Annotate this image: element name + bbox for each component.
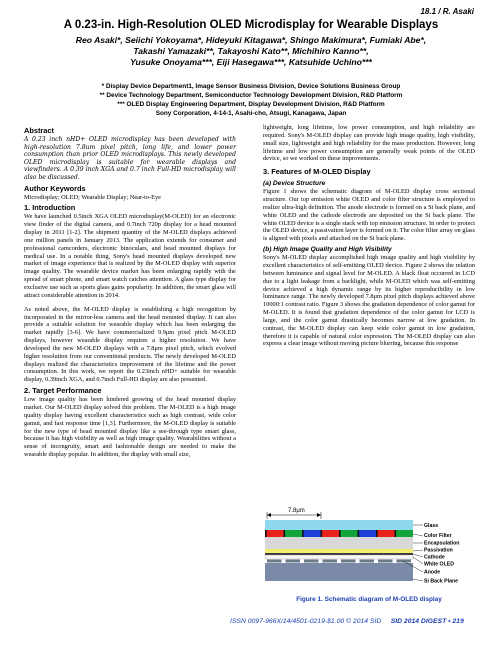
anode-electrode (267, 560, 282, 563)
section-3a-paragraph: Figure 1 shows the schematic diagram of M-OLED display cross sectional structure. Our top emission white OLED and color filter structure is employed to realize ultra-high definition. The anode electrode is formed on a Si back plane, and white OLED and the cathode electrode are deposited on the Si back plane. The white OLED device is a single stack with top emission structure. In order to protect the OLED device, a passivation layer is formed on it. The color filter array on glass is aligned with pixels and attached on the Si back plane. (263, 188, 475, 243)
color-filter-layer (265, 530, 413, 537)
left-column (24, 124, 236, 459)
pitch-label: 7.8μm (288, 508, 305, 514)
section-1-heading: 1. Introduction (24, 203, 76, 213)
section-2-heading: 2. Target Performance (24, 386, 102, 396)
anode-electrode (341, 560, 356, 563)
section-1-paragraph-2: As noted above, the M-OLED display is establishing a high recognition by incorporated in the mirror-less camera and the head mounted display. It can also provide a suitable solution for wearable display which has been enlarging the market rapidly [3-6]. We have commercialized 9.9μm pixel pitch M-OLED displays, however wearable display requires a higher resolution. We have developed the new M-OLED displays with a 7.8μm pixel pitch, which evolved higher resolution from our conventional products. The newly developed M-OLED displays realized the characteristics improvement of the lifetime and the power consumption. In this work, we report the 0.23inch nHD+ suitable for wearable display, 0.39inch XGA, and 0.7inch Full-HD display are also presented. (24, 305, 236, 384)
author-line-2: Takashi Yamazaki**, Takayoshi Kato**, Michihiro Kanno**, (133, 46, 369, 56)
label-passivation: Passivation (424, 547, 453, 554)
affiliation-2: ** Device Technology Department, Semiconductor Technology Development Division, R&D Platform (99, 92, 403, 99)
label-glass: Glass (424, 523, 439, 529)
author-list (0, 35, 502, 68)
keywords-heading: Author Keywords (24, 183, 86, 193)
encapsulation-layer (265, 537, 413, 549)
anode-electrode (397, 560, 412, 563)
white-oled-layer (265, 555, 413, 559)
author-line-1: Reo Asaki*, Seiichi Yokoyama*, Hideyuki Kitagawa*, Shingo Makimura*, Fumiaki Abe*, (75, 35, 427, 45)
section-1-paragraph-1: We have launched 0.5inch XGA OLED microdisplay(M-OLED) for an electronic view finder of the digital camera, and 0.7inch 720p display for a head mounted display in 2011 [1-2]. The shipment quantity of the M-OLED displays achieved one million panels in January 2013. The application extends for consumer and professional camcorders, electronic binoculars, and head mounted displays for medical use. In a notable thing, Sony's head mounted displays developed new market of image experience that is realized by the M-OLED display with superior image quality. The wearable device market has been enlarging rapidly with the spread of smart phone, and smart watch catches attention. A glass type display for exclusive use such as sports glass gains popularity. In addition, the smart glass will attract considerable attention in 2014. (24, 213, 236, 299)
label-color-filter: Color Filter (424, 533, 452, 539)
color-filter-green (395, 530, 414, 537)
page-footer (230, 618, 464, 625)
black-matrix (395, 530, 397, 537)
section-3-heading: 3. Features of M-OLED Display (263, 167, 371, 177)
section-3b-heading: (b) High Image Quality and High Visibility (263, 246, 392, 254)
pitch-arrow-right-head (317, 513, 321, 517)
black-matrix (376, 530, 378, 537)
paper-title: A 0.23-in. High-Resolution OLED Microdisplay for Wearable Displays (63, 19, 439, 31)
color-filter-green (339, 530, 358, 537)
anode-electrode (286, 560, 301, 563)
label-white-oled: White OLED (424, 561, 454, 568)
abstract-text: A 0.23 inch nHD+ OLED microdisplay has been developed with high-resolution 7.8um pixel pitch, long life, and lower power consumption than prior OLED microdisplays. This newly developed OLED microdisplay is suitable for wearable displays and viewfinders. A 0.39 inch XGA and 0.7 inch Full-HD microdisplay will also be discussed. (24, 136, 236, 181)
anode-electrode (304, 560, 319, 563)
affiliation-1: * Display Device Department1, Image Sensor Business Division, Device Solutions Business Group (101, 83, 401, 90)
glass-layer (265, 520, 413, 530)
right-column (263, 124, 475, 348)
black-matrix (339, 530, 341, 537)
figure-1-diagram (263, 505, 478, 593)
affiliations (0, 82, 502, 118)
keywords-text: Microdisplay; OLED; Wearable Display; Near-to-Eye (24, 193, 162, 201)
affiliation-4: Sony Corporation, 4-14-1, Asahi-cho, Atsugi, Kanagawa, Japan (155, 110, 347, 117)
figure-1-caption: Figure 1. Schematic diagram of M-OLED display (296, 596, 442, 603)
black-matrix (321, 530, 323, 537)
si-back-plane-layer (265, 563, 413, 581)
anode-layer (267, 560, 411, 563)
issn-line: ISSN 0097-966X/14/4501-0219-$1.00 © 2014 SID (230, 618, 382, 625)
pitch-arrow-left-head (267, 513, 271, 517)
continued-paragraph: lightweight, long lifetime, low power consumption, and high reliability are required. Sony's M-OLED display can provide high image quality, high visibility, small size, lightweight and high reliability for the mass production. However, long lifetime and low power consumption are generally weak points of the OLED device, so we worked on these improvements. (263, 124, 475, 163)
anode-electrode (378, 560, 393, 563)
color-filter-blue (358, 530, 377, 537)
black-matrix (302, 530, 304, 537)
author-line-3: Yusuke Onoyama***, Eiji Hasegawa***, Katsuhide Uchino*** (130, 57, 372, 67)
black-matrix (265, 530, 267, 537)
color-filter-green (284, 530, 303, 537)
anode-electrode (323, 560, 338, 563)
passivation-layer (265, 549, 413, 553)
color-filter-red (321, 530, 340, 537)
affiliation-3: *** OLED Display Engineering Department, Display Development Division, R&D Platform (117, 101, 385, 108)
color-filter-red (376, 530, 395, 537)
label-si-back-plane: Si Back Plane (424, 578, 459, 585)
label-cathode: Cathode (424, 554, 445, 561)
label-encapsulation: Encapsulation (424, 540, 460, 547)
black-matrix (358, 530, 360, 537)
running-header: 18.1 / R. Asaki (420, 7, 474, 16)
section-2-paragraph-1: Low image quality has been hindered growing of the head mounted display market. Our M-OLED display solved this problem. The M-OLED is a high image quality display having excellent characteristics such as high contrast, wide color gamut, and fast response time [1,3]. Furthermore, the M-OLED display is suitable for the new type of head mounted display like a see-through type smart glass, because it has high visibility as well as high image quality. Wearabilities without a sense of incongruity, smart and fashionable design are needed to make the wearable display popular. In addition, the display with small size, (24, 396, 236, 459)
color-filter-blue (302, 530, 321, 537)
anode-electrode (360, 560, 375, 563)
label-anode: Anode (424, 569, 441, 576)
section-3a-heading: (a) Device Structure (263, 180, 326, 188)
section-3b-paragraph: Sony's M-OLED display accomplished high image quality and high visibility by excellent characteristics of self-emitting OLED device. Figure 2 shows the relation between luminance and signal level for M-OLED. A black float occurred in LCD due to a light leakage from a backlight, while M-OLED which was self-emitting device achieved a high dynamic range by its higher reproducibility in low luminance range. The newly developed 7.8μm pixel pitch displays achieved above 10000:1 contrast ratio. Figure 3 shows the gradation dependence of color gamut for M-OLED. It is found that gradation dependence of the color gamut for LCD is large, and the color gamut drastically becomes narrow at low gradation. In contrast, the M-OLED display can keep wide color gamut in low gradation, therefore it is capable of natural color expression. The M-OLED display can also express a clear image without moving picture blurring, because this response (263, 254, 475, 348)
color-filter-red (265, 530, 284, 537)
cathode-layer (265, 553, 413, 555)
black-matrix (284, 530, 286, 537)
digest-page-label: SID 2014 DIGEST • 219 (390, 618, 464, 625)
abstract-heading: Abstract (24, 126, 54, 135)
